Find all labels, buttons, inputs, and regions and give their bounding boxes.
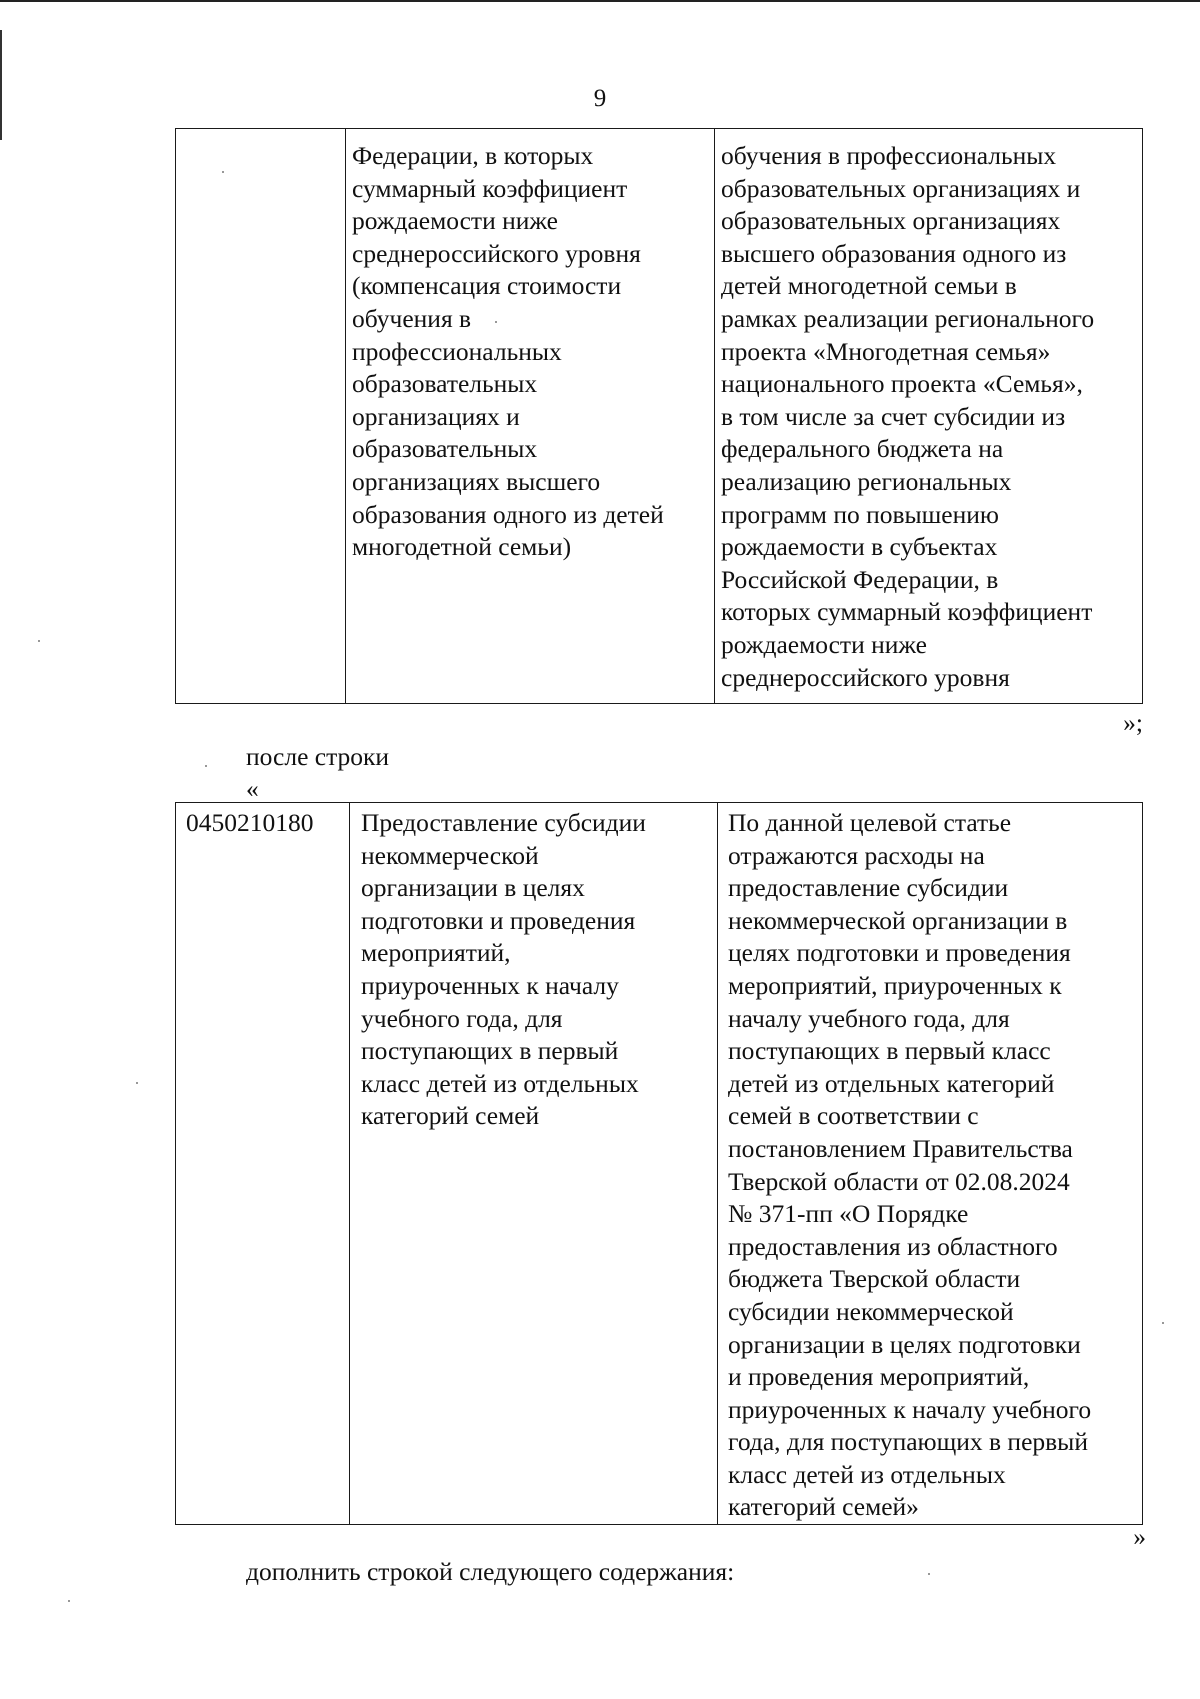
table-2-closing-mark: » [1133,1522,1146,1551]
table-2-opening-quote: « [246,774,259,803]
target-item-name-cell: Федерации, в которых суммарный коэффициент рождаемости ниже среднероссийского уровня (компенсация стоимости обучения в профессиональных образовательных организациях и образовательных организациях высшего образования одного из детей многодетной семьи) [346,129,715,704]
scan-speck [1162,1322,1164,1324]
target-item-code-cell [176,129,346,704]
scan-speck [222,171,224,173]
scan-speck [68,1600,70,1602]
scan-speck [136,1082,138,1084]
scan-speck [205,765,207,767]
scan-speck [928,1573,930,1575]
scan-speck [38,640,40,642]
target-item-code-cell: 0450210180 [176,803,350,1525]
target-item-name-cell: Предоставление субсидии некоммерческой организации в целях подготовки и проведения мероприятий, приуроченных к началу учебного года, для поступающих в первый класс детей из отдельных категорий семей [350,803,718,1525]
budget-items-table-reference-row [175,802,1143,1525]
target-item-description-cell: По данной целевой статье отражаются расходы на предоставление субсидии некоммерческой организации в целях подготовки и проведения мероприятий, приуроченных к началу учебного года, для поступающих в первый класс детей из отдельных категорий семей в соответствии с постановлением Правительства Тверской области от 02.08.2024 № 371-пп «О Порядке предоставления из областного бюджета Тверской области субсидии некоммерческой организации в целях подготовки и проведения мероприятий, приуроченных к началу учебного года, для поступающих в первый класс детей из отдельных категорий семей» [718,803,1143,1525]
table-row [176,803,1143,1525]
budget-items-table-continued [175,128,1143,704]
page-top-edge [0,0,1200,2]
target-item-description-cell: обучения в профессиональных образовательных организациях и образовательных организациях высшего образования одного из детей многодетной семьи в рамках реализации регионального проекта «Многодетная семья» национального проекта «Семья», в том числе за счет субсидии из федерального бюджета на реализацию региональных программ по повышению рождаемости в субъектах Российской Федерации, в которых суммарный коэффициент рождаемости ниже среднероссийского уровня [715,129,1143,704]
table-1-closing-mark: »; [1123,708,1143,737]
after-row-label: после строки [246,742,390,771]
scan-speck [495,321,497,323]
table-row [176,129,1143,704]
supplement-instruction: дополнить строкой следующего содержания: [246,1557,735,1586]
page-number: 9 [593,85,607,112]
page-left-edge [0,30,2,140]
